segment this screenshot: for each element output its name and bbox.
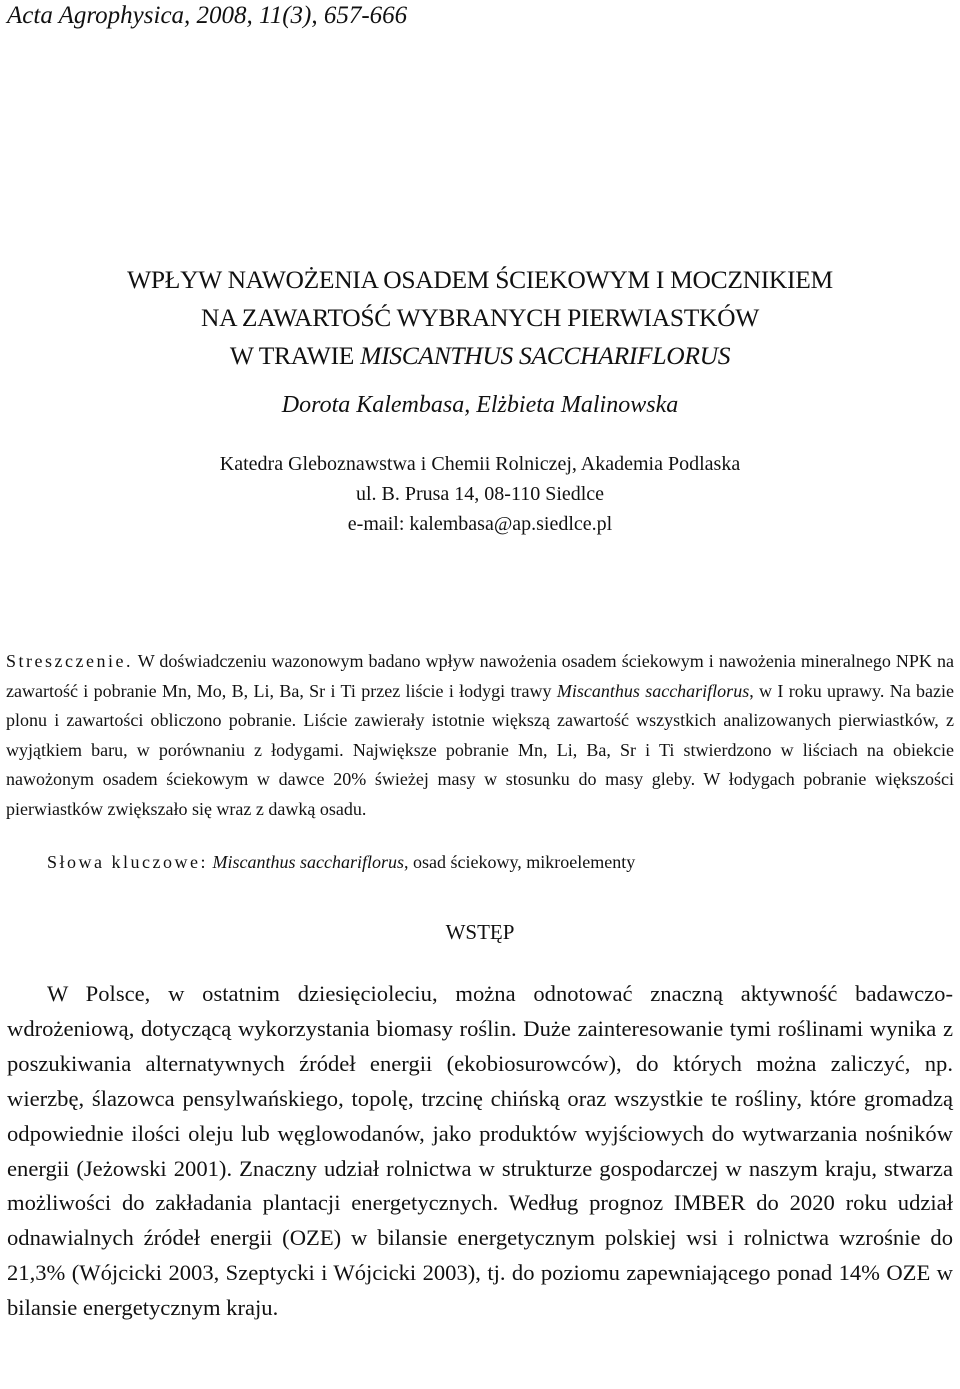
title-line-1: WPŁYW NAWOŻENIA OSADEM ŚCIEKOWYM I MOCZNIKIEM: [127, 265, 833, 294]
affiliation-institution: Katedra Gleboznawstwa i Chemii Rolniczej, Akademia Podlaska: [219, 453, 741, 475]
abstract-species: Miscanthus sacchariflorus: [556, 680, 750, 701]
keywords-rest: , osad ściekowy, mikroelementy: [403, 852, 636, 872]
journal-header: Acta Agrophysica, 2008, 11(3), 657-666: [7, 2, 408, 29]
abstract-text-1: W doświadczeniu wazonowym badano wpływ nawożenia osadem ściekowym i nawożenia mineralnego NPK na zawartość i pobranie Mn, Mo, B, Li, Ba, Sr i Ti przez liście i łodygi trawy: [6, 651, 954, 701]
title-line-3: [0, 337, 960, 375]
keywords: [47, 848, 635, 876]
keywords-label: Słowa kluczowe:: [47, 852, 208, 872]
abstract-label: Streszczenie.: [6, 651, 133, 671]
affiliation-email: e-mail: kalembasa@ap.siedlce.pl: [347, 513, 613, 535]
abstract: [6, 647, 954, 825]
title-line-3-prefix: W TRAWIE: [229, 341, 355, 370]
introduction-paragraph: W Polsce, w ostatnim dziesięcioleciu, można odnotować znaczną aktywność badawczo-wdrożeniową, dotyczącą wykorzystania biomasy roślin. Duże zainteresowanie tymi roślinami wynika z poszukiwania alternatywnych źródeł energii (ekobiosurowców), do których można zaliczyć, np. wierzbę, ślazowca pensylwańskiego, topolę, trzcinę chińską oraz wszystkie te rośliny, które gromadzą odpowiednie ilości oleju lub węglowodanów, jako produktów wyjściowych do wytwarzania nośników energii (Jeżowski 2001). Znaczny udział rolnictwa w strukturze gospodarczej w naszym kraju, stwarza możliwości do zakładania plantacji energetycznych. Według prognoz IMBER do 2020 roku udział odnawialnych źródeł energii (OZE) w bilansie energetycznym polskiej wsi i rolnictwa wzrośnie do 21,3% (Wójcicki 2003, Szeptycki i Wójcicki 2003), tj. do poziomu zapewniającego ponad 14% OZE w bilansie energetycznym kraju.: [7, 981, 953, 1321]
title-line-2: NA ZAWARTOŚĆ WYBRANYCH PIERWIASTKÓW: [200, 303, 760, 332]
section-heading: WSTĘP: [445, 920, 515, 944]
keywords-species: Miscanthus sacchariflorus: [212, 852, 404, 872]
title-species: MISCANTHUS SACCHARIFLORUS: [360, 341, 731, 370]
affiliation-address: ul. B. Prusa 14, 08-110 Siedlce: [355, 483, 605, 505]
authors: Dorota Kalembasa, Elżbieta Malinowska: [281, 392, 679, 418]
paper-title: [0, 261, 960, 375]
affiliation: [0, 449, 960, 539]
abstract-text-2: , w I roku uprawy. Na bazie plonu i zawartości obliczono pobranie. Liście zawierały istotnie większą zawartość wszystkich analizowanych pierwiastków, z wyjątkiem baru, w porównaniu z łodygami. Największe pobranie Mn, Li, Ba, Sr i Ti stwierdzono w liściach na obiekcie nawożonym osadem ściekowym w dawce 20% świeżej masy w stosunku do masy gleby. W łodygach pobranie większości pierwiastków zwiększało się wraz z dawką osadu.: [6, 680, 954, 819]
